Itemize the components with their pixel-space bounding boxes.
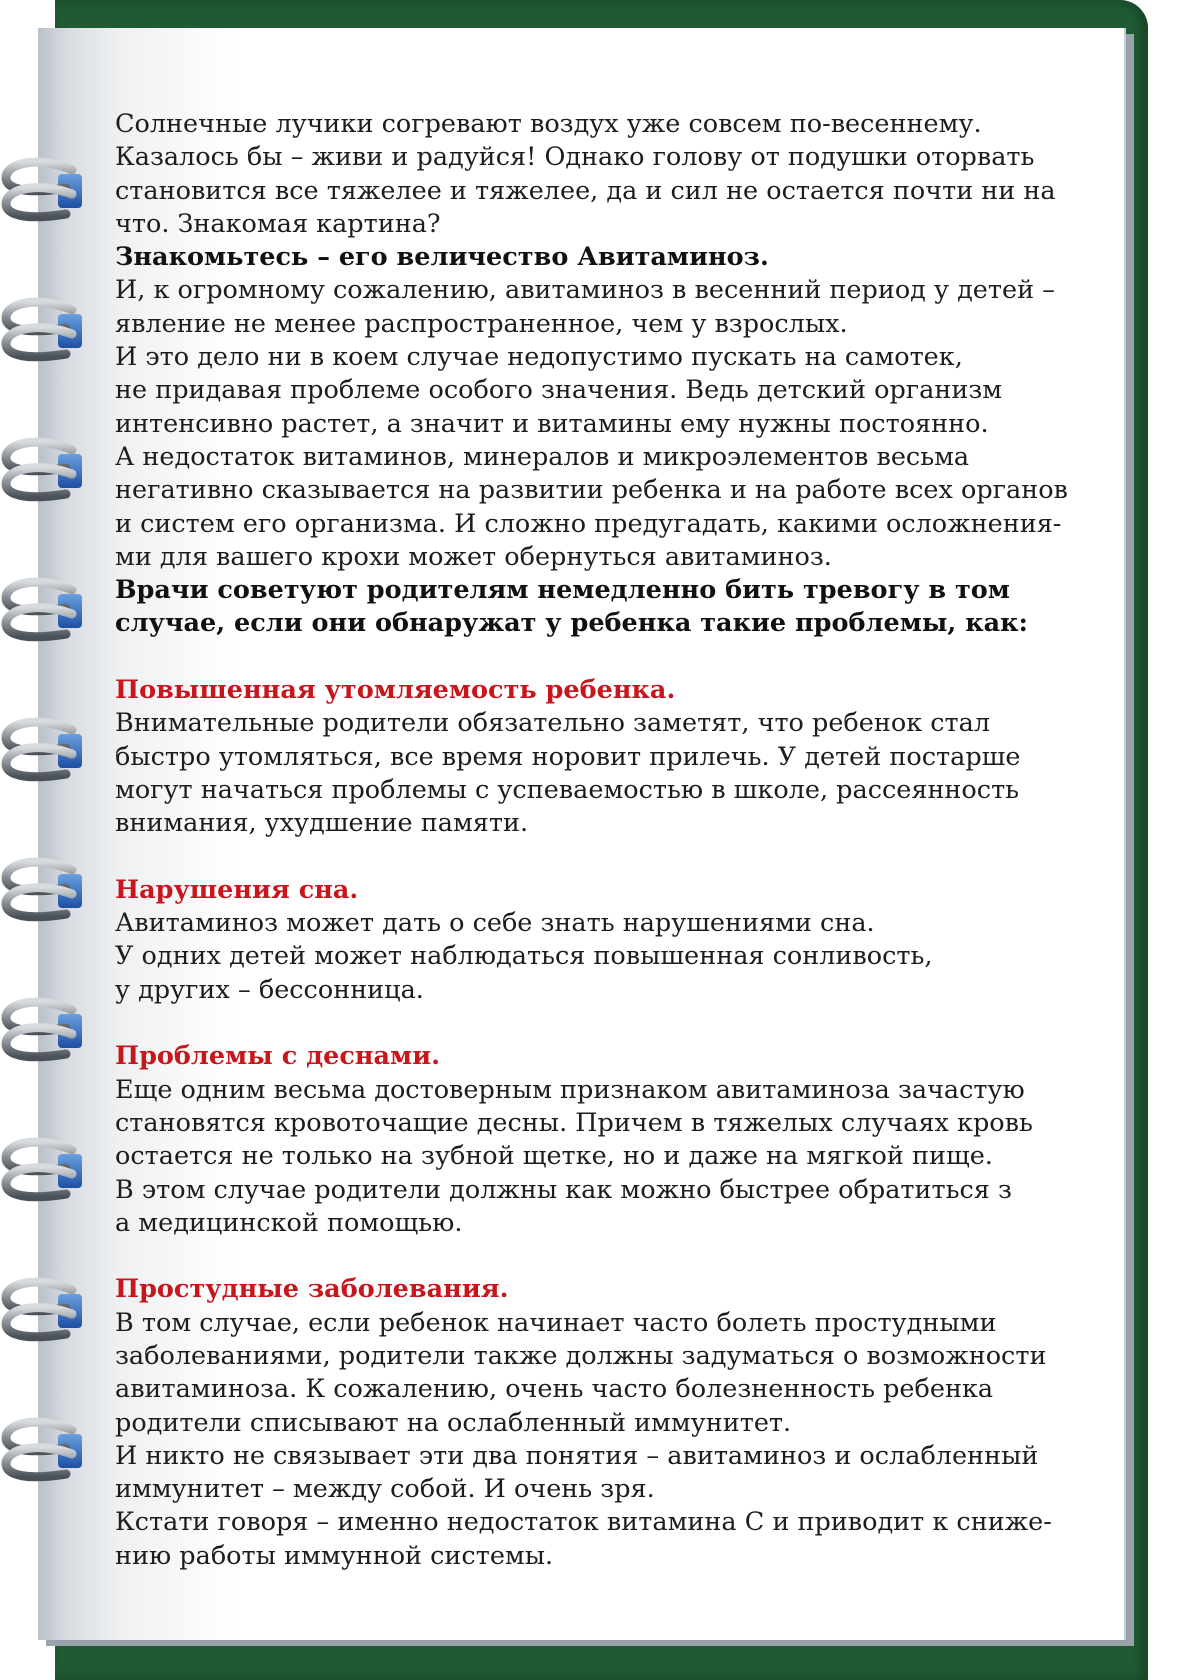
intro-line: что. Знакомая картина? — [115, 208, 441, 239]
spiral-ring-icon — [0, 1268, 92, 1360]
section-line: могут начаться проблемы с успеваемостью в школе, рассеянность — [115, 774, 1020, 805]
spiral-ring-icon — [0, 1408, 92, 1500]
intro2-line: А недостаток витаминов, минералов и микроэлементов весьма — [115, 441, 970, 472]
section-heading-colds: Простудные заболевания. — [115, 1274, 509, 1305]
intro-bold-line: Знакомьтесь – его величество Авитаминоз. — [115, 242, 769, 273]
intro2-line: и систем его организма. И сложно предугадать, какими осложнения- — [115, 508, 1062, 539]
warning-bold-line: Врачи советуют родителям немедленно бить тревогу в том — [115, 575, 1010, 606]
warning-bold-line: случае, если они обнаружат у ребенка такие проблемы, как: — [115, 608, 1028, 639]
section-line: авитаминоза. К сожалению, очень часто болезненность ребенка — [115, 1374, 994, 1405]
spiral-ring-icon — [0, 708, 92, 800]
spiral-ring-icon — [0, 1128, 92, 1220]
section-line: И никто не связывает эти два понятия – авитаминоз и ослабленный — [115, 1440, 1039, 1471]
intro-line: становится все тяжелее и тяжелее, да и сил не остается почти ни на — [115, 175, 1056, 206]
section-heading-sleep: Нарушения сна. — [115, 874, 359, 905]
section-line: становятся кровоточащие десны. Причем в тяжелых случаях кровь — [115, 1107, 1033, 1138]
spiral-ring-icon — [0, 288, 92, 380]
section-line: Внимательные родители обязательно заметят, что ребенок стал — [115, 708, 991, 739]
section-line: У одних детей может наблюдаться повышенная сонливость, — [115, 941, 933, 972]
spiral-ring-icon — [0, 568, 92, 660]
spiral-ring-icon — [0, 148, 92, 240]
section-line: В том случае, если ребенок начинает часто болеть простудными — [115, 1307, 997, 1338]
section-line: Кстати говоря – именно недостаток витамина С и приводит к сниже- — [115, 1507, 1052, 1538]
intro2-line: не придавая проблеме особого значения. Ведь детский организм — [115, 375, 1003, 406]
spiral-ring-icon — [0, 428, 92, 520]
section-line: В этом случае родители должны как можно быстрее обратиться з — [115, 1174, 1012, 1205]
spiral-ring-icon — [0, 988, 92, 1080]
intro2-line: интенсивно растет, а значит и витамины ему нужны постоянно. — [115, 408, 989, 439]
section-line: Авитаминоз может дать о себе знать нарушениями сна. — [115, 908, 875, 939]
section-line: остается не только на зубной щетке, но и даже на мягкой пище. — [115, 1141, 993, 1172]
spiral-ring-icon — [0, 848, 92, 940]
section-line: заболеваниями, родители также должны задуматься о возможности — [115, 1340, 1047, 1371]
intro2-line: негативно сказывается на развитии ребенка и на работе всех органов — [115, 475, 1068, 506]
section-line: Еще одним весьма достоверным признаком авитаминоза зачастую — [115, 1074, 1025, 1105]
intro2-line: явление не менее распространенное, чем у взрослых. — [115, 308, 848, 339]
section-line: быстро утомляться, все время норовит прилечь. У детей постарше — [115, 741, 1021, 772]
intro2-line: ми для вашего крохи может обернуться авитаминоз. — [115, 541, 832, 572]
section-line: внимания, ухудшение памяти. — [115, 808, 529, 839]
section-line: иммунитет – между собой. И очень зря. — [115, 1474, 655, 1505]
section-heading-fatigue: Повышенная утомляемость ребенка. — [115, 675, 676, 706]
spacer — [115, 641, 1125, 674]
article — [115, 108, 1125, 1573]
section-line: нию работы иммунной системы. — [115, 1540, 554, 1571]
intro2-line: И, к огромному сожалению, авитаминоз в весенний период у детей – — [115, 275, 1055, 306]
section-heading-gums: Проблемы с деснами. — [115, 1041, 441, 1072]
spacer — [115, 1240, 1125, 1273]
section-line: у других – бессонница. — [115, 974, 424, 1005]
intro2-line: И это дело ни в коем случае недопустимо пускать на самотек, — [115, 342, 963, 373]
section-line: а медицинской помощью. — [115, 1207, 463, 1238]
section-line: родители списывают на ослабленный иммунитет. — [115, 1407, 792, 1438]
intro-line: Солнечные лучики согревают воздух уже совсем по-весеннему. — [115, 109, 982, 139]
intro-line: Казалось бы – живи и радуйся! Однако голову от подушки оторвать — [115, 142, 1035, 173]
spacer — [115, 1007, 1125, 1040]
spacer — [115, 841, 1125, 874]
